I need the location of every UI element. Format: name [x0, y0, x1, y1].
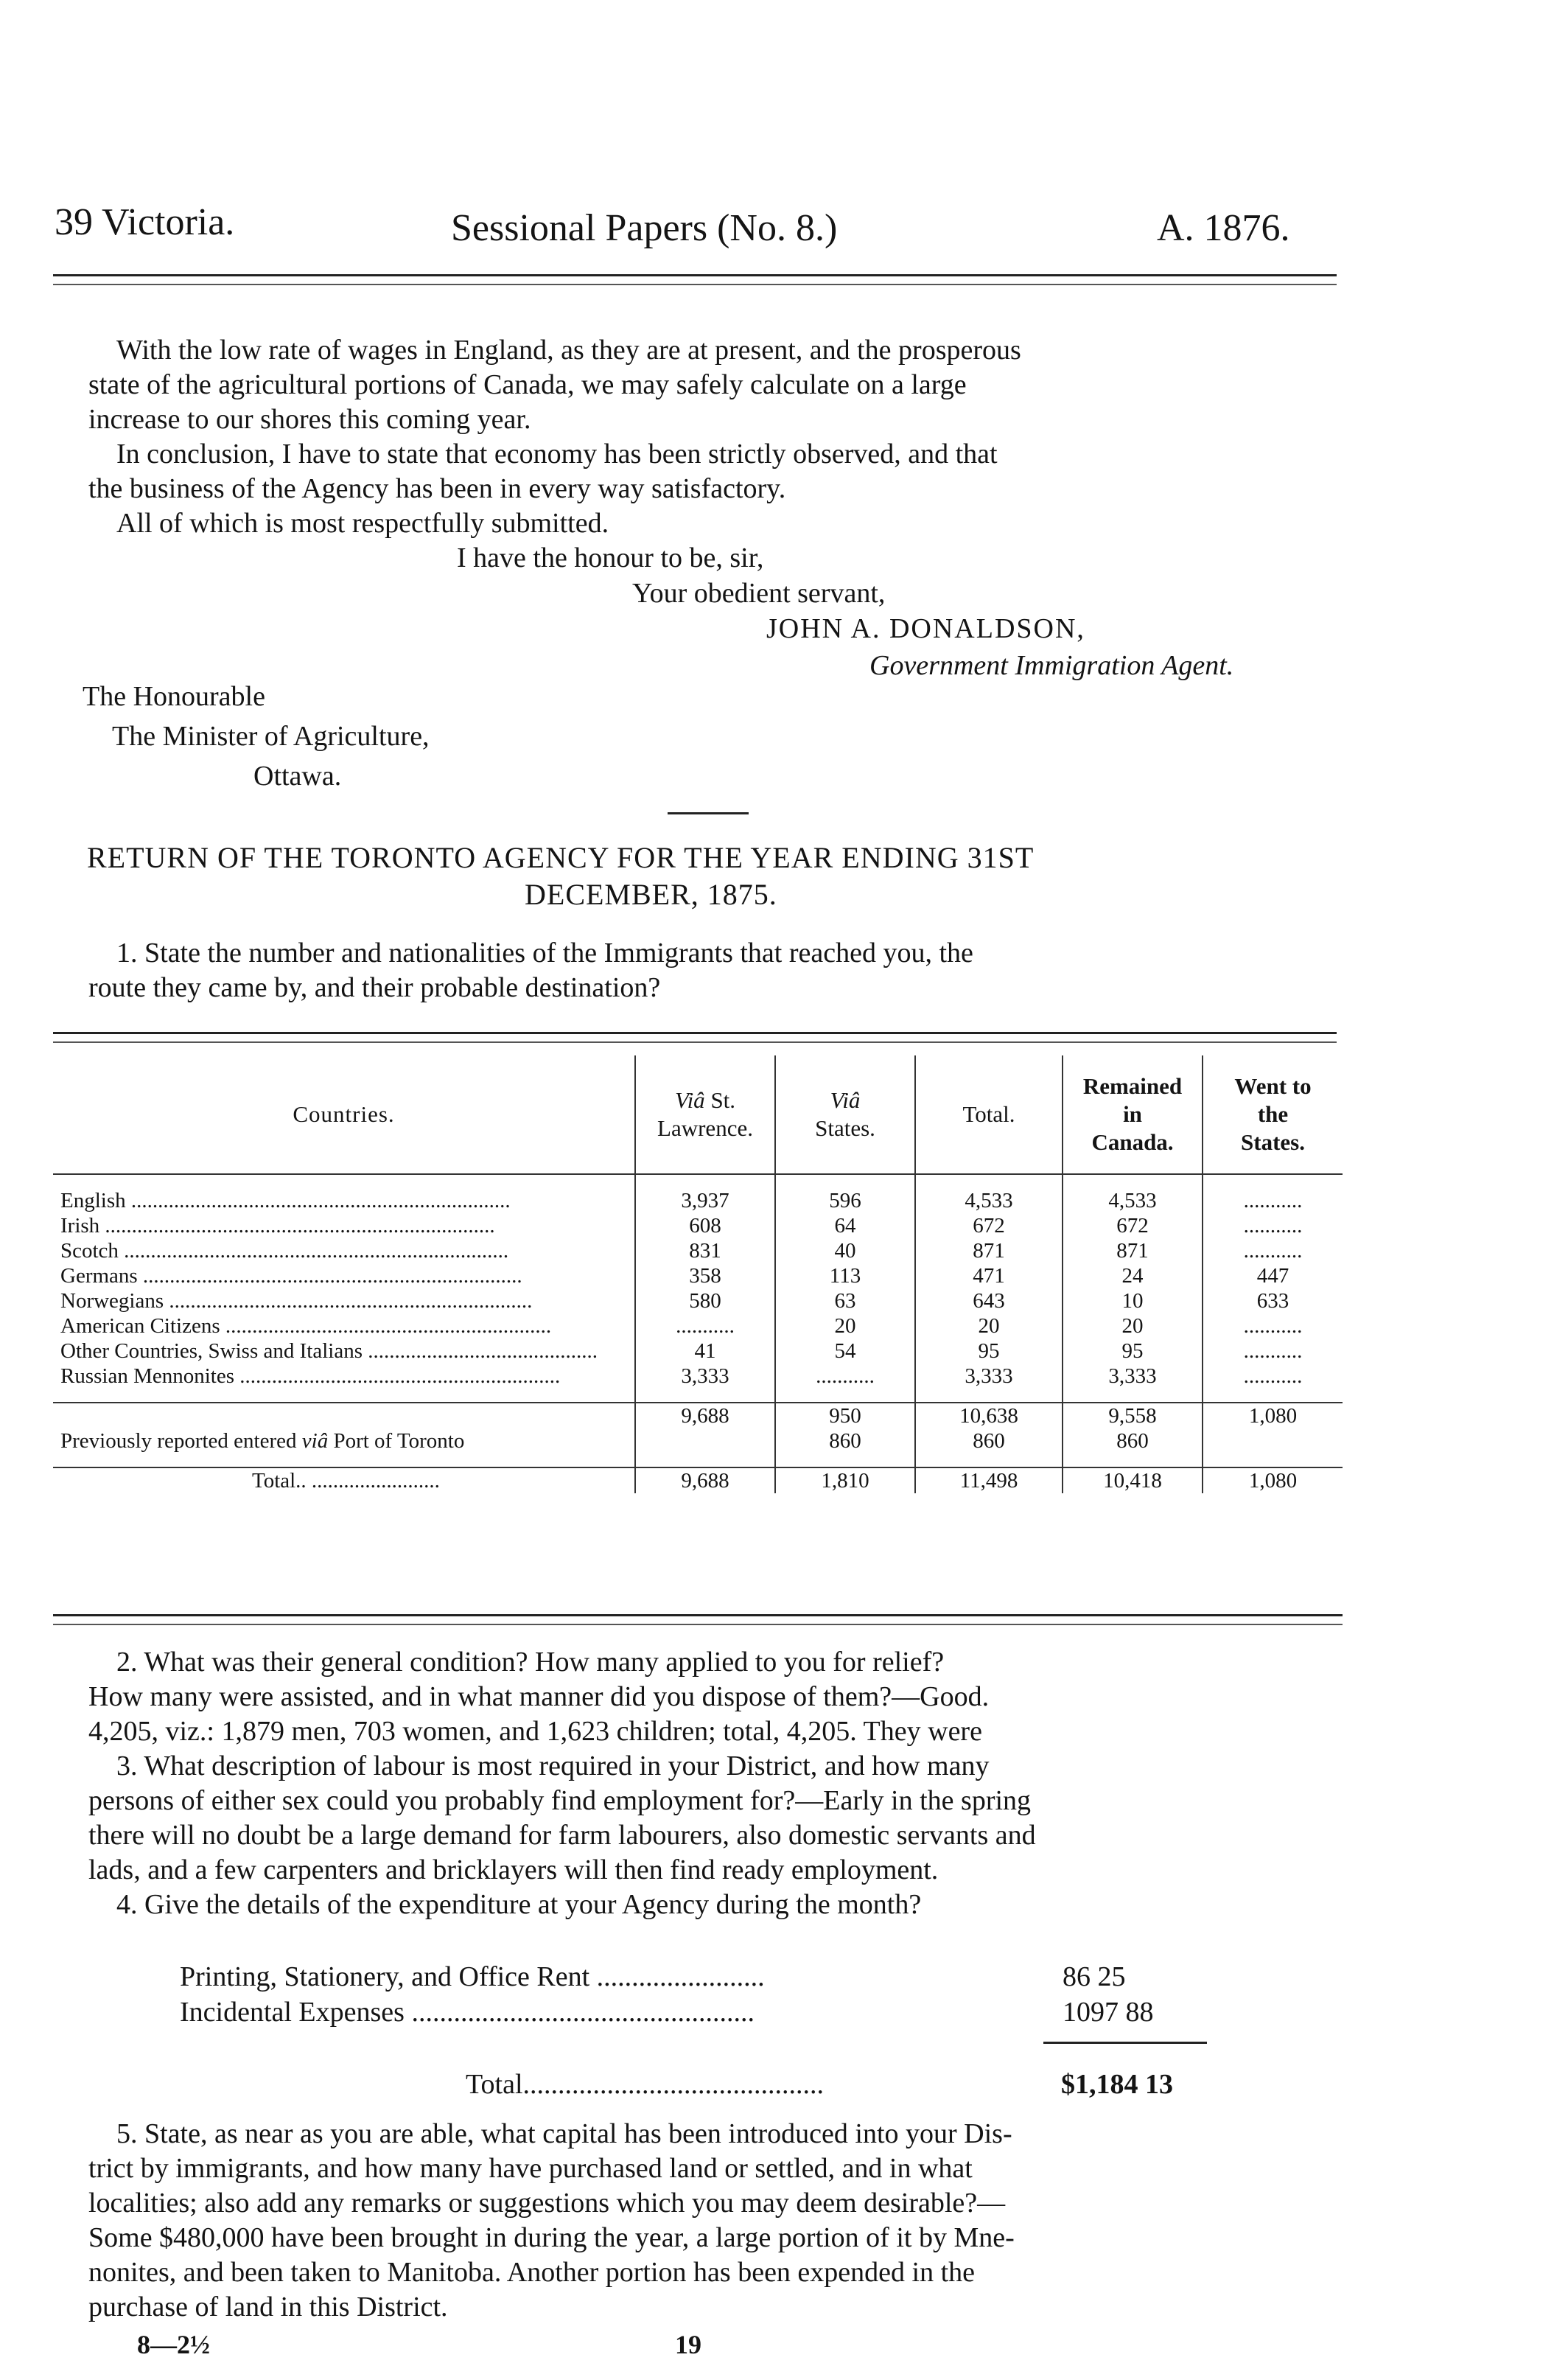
col-header-went: Went to the States. [1203, 1055, 1343, 1174]
table-body [53, 1188, 1343, 1389]
row-label: Previously reported entered viâ Port of Toronto [60, 1428, 465, 1453]
cell: 860 [775, 1428, 915, 1453]
cell: 113 [775, 1263, 915, 1288]
expense-amount: 86 25 [1063, 1961, 1126, 1992]
cell: 10,638 [915, 1403, 1063, 1428]
row-label: Total.. ........................ [53, 1467, 635, 1493]
letter-body [88, 333, 1341, 541]
cell: 40 [775, 1238, 915, 1263]
header-center: Sessional Papers (No. 8.) [451, 207, 838, 249]
return-title: DECEMBER, 1875. [525, 878, 777, 911]
cell [1203, 1428, 1343, 1453]
cell: 1,080 [1203, 1403, 1343, 1428]
cell: ........... [635, 1313, 775, 1338]
table-bottom-rule [53, 1614, 1343, 1625]
cell: 1,080 [1203, 1467, 1343, 1493]
expense-amount: 1097 88 [1063, 1997, 1154, 2028]
row-label: English ....................................................................... [60, 1188, 511, 1212]
cell: 64 [775, 1213, 915, 1238]
col-header-via-st-lawrence: Viâ St. Lawrence. [635, 1055, 775, 1174]
table-row [53, 1213, 1343, 1238]
expense-total-amount: $1,184 13 [1061, 2069, 1173, 2100]
cell: ........... [1203, 1338, 1343, 1364]
table-row [53, 1338, 1343, 1364]
cell: 63 [775, 1288, 915, 1313]
cell: 633 [1203, 1288, 1343, 1313]
cell: 871 [915, 1238, 1063, 1263]
cell: 4,533 [915, 1188, 1063, 1213]
cell: 11,498 [915, 1467, 1063, 1493]
table-row-previous [53, 1428, 1343, 1453]
body-line: state of the agricultural portions of Canada, we may safely calculate on a large [88, 369, 967, 400]
question-line: lads, and a few carpenters and bricklayers will then find ready employment. [88, 1854, 939, 1885]
cell: 3,937 [635, 1188, 775, 1213]
signatory-name: JOHN A. DONALDSON, [766, 613, 1085, 644]
cell: 580 [635, 1288, 775, 1313]
cell: 358 [635, 1263, 775, 1288]
section-divider [668, 812, 749, 814]
table-row [53, 1313, 1343, 1338]
cell: 596 [775, 1188, 915, 1213]
table-row [53, 1263, 1343, 1288]
body-line: increase to our shores this coming year. [88, 404, 531, 435]
servant-line: Your obedient servant, [632, 578, 886, 609]
cell: 3,333 [915, 1364, 1063, 1389]
cell: 608 [635, 1213, 775, 1238]
expense-label: Printing, Stationery, and Office Rent ........................ [180, 1961, 765, 1992]
cell: 95 [1063, 1338, 1203, 1364]
col-header-via-states: Viâ States. [775, 1055, 915, 1174]
table-top-rule [53, 1032, 1337, 1043]
row-label: Norwegians .................................................................... [60, 1288, 533, 1313]
expense-total-rule [1043, 2042, 1207, 2044]
return-title: RETURN OF THE TORONTO AGENCY FOR THE YEAR ENDING 31ST [87, 841, 1035, 874]
cell: 871 [1063, 1238, 1203, 1263]
cell: 471 [915, 1263, 1063, 1288]
cell: 672 [1063, 1213, 1203, 1238]
header-left: 39 Victoria. [55, 201, 235, 243]
question-1 [88, 936, 1341, 1005]
cell: 9,558 [1063, 1403, 1203, 1428]
table-row [53, 1188, 1343, 1213]
cell: 860 [915, 1428, 1063, 1453]
header-rule [53, 274, 1337, 285]
cell: 3,333 [635, 1364, 775, 1389]
cell: 20 [1063, 1313, 1203, 1338]
cell: 4,533 [1063, 1188, 1203, 1213]
question-5 [88, 2117, 1341, 2325]
cell: ........... [1203, 1313, 1343, 1338]
cell [635, 1428, 775, 1453]
cell: ........... [1203, 1238, 1343, 1263]
cell: 643 [915, 1288, 1063, 1313]
cell: 20 [775, 1313, 915, 1338]
cell: 10 [1063, 1288, 1203, 1313]
cell: 860 [1063, 1428, 1203, 1453]
cell: 24 [1063, 1263, 1203, 1288]
cell: 9,688 [635, 1403, 775, 1428]
question-line: Some $480,000 have been brought in during the year, a large portion of it by Mne- [88, 2222, 1015, 2253]
cell: 1,810 [775, 1467, 915, 1493]
question-line: trict by immigrants, and how many have purchased land or settled, and in what [88, 2153, 973, 2184]
table-row-subtotal [53, 1403, 1343, 1428]
cell: 9,688 [635, 1467, 775, 1493]
table-header-row [53, 1055, 1343, 1174]
question-line: 4,205, viz.: 1,879 men, 703 women, and 1,623 children; total, 4,205. They were [88, 1716, 982, 1747]
cell: 54 [775, 1338, 915, 1364]
body-line: In conclusion, I have to state that economy has been strictly observed, and that [116, 439, 998, 470]
question-2 [88, 1645, 1341, 1922]
question-line: 4. Give the details of the expenditure at your Agency during the month? [116, 1889, 922, 1920]
addressee-line: The Honourable [83, 681, 265, 712]
question-line: purchase of land in this District. [88, 2292, 448, 2322]
table-row-total [53, 1467, 1343, 1493]
question-line: localities; also add any remarks or suggestions which you may deem desirable?— [88, 2188, 1006, 2219]
row-label: Other Countries, Swiss and Italians ........................................... [60, 1338, 598, 1363]
cell: ........... [1203, 1188, 1343, 1213]
question-line: 2. What was their general condition? How many applied to you for relief? [116, 1647, 945, 1678]
table-row [53, 1238, 1343, 1263]
cell: 10,418 [1063, 1467, 1203, 1493]
cell: 831 [635, 1238, 775, 1263]
question-line: How many were assisted, and in what manner did you dispose of them?—Good. [88, 1681, 990, 1712]
expense-label: Incidental Expenses ................................................. [180, 1997, 755, 2028]
row-label: Scotch ........................................................................ [60, 1238, 509, 1263]
body-line: the business of the Agency has been in every way satisfactory. [88, 473, 786, 504]
expense-total-label: Total........................................... [466, 2069, 825, 2100]
cell: ........... [775, 1364, 915, 1389]
addressee-line: The Minister of Agriculture, [112, 721, 430, 752]
addressee-line: Ottawa. [253, 761, 342, 792]
table-row [53, 1364, 1343, 1389]
closing-line: I have the honour to be, sir, [457, 542, 764, 573]
cell: 672 [915, 1213, 1063, 1238]
page-number: 19 [675, 2330, 701, 2359]
question-line: there will no doubt be a large demand for farm labourers, also domestic servants and [88, 1820, 1036, 1851]
row-label: Irish ......................................................................... [60, 1213, 495, 1238]
signature-mark: 8—2½ [137, 2330, 210, 2359]
question-line: 5. State, as near as you are able, what capital has been introduced into your Dis- [116, 2118, 1012, 2149]
cell: 3,333 [1063, 1364, 1203, 1389]
cell: ........... [1203, 1213, 1343, 1238]
body-line: With the low rate of wages in England, as they are at present, and the prosperous [116, 335, 1021, 366]
col-header-total: Total. [915, 1055, 1063, 1174]
table-row [53, 1288, 1343, 1313]
body-line: All of which is most respectfully submitted. [116, 508, 609, 539]
immigration-returns-table [53, 1055, 1343, 1493]
row-label: Germans ....................................................................... [60, 1263, 522, 1288]
col-header-remained: Remained in Canada. [1063, 1055, 1203, 1174]
signatory-title: Government Immigration Agent. [869, 650, 1234, 681]
question-line: route they came by, and their probable destination? [88, 972, 661, 1003]
header-right: A. 1876. [1157, 207, 1290, 249]
row-label: American Citizens ............................................................. [60, 1313, 552, 1338]
question-line: nonites, and been taken to Manitoba. Another portion has been expended in the [88, 2257, 976, 2288]
cell: 950 [775, 1403, 915, 1428]
question-line: 3. What description of labour is most required in your District, and how many [116, 1751, 990, 1781]
cell: 447 [1203, 1263, 1343, 1288]
cell: 41 [635, 1338, 775, 1364]
cell: ........... [1203, 1364, 1343, 1389]
question-line: persons of either sex could you probably find employment for?—Early in the spring [88, 1785, 1032, 1816]
cell: 20 [915, 1313, 1063, 1338]
row-label: Russian Mennonites ............................................................ [60, 1364, 561, 1388]
cell: 95 [915, 1338, 1063, 1364]
col-header-countries: Countries. [293, 1101, 395, 1127]
question-line: 1. State the number and nationalities of the Immigrants that reached you, the [116, 938, 973, 968]
